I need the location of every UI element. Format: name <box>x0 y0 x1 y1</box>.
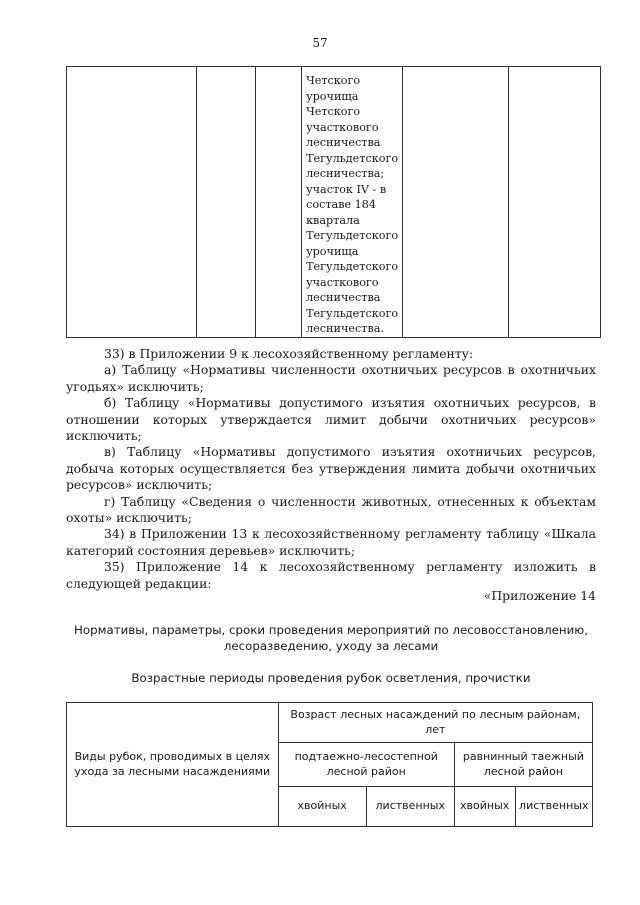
appendix-label: «Приложение 14 <box>483 588 596 603</box>
address-line: Тегульдетского <box>306 151 399 165</box>
address-line: составе 184 <box>306 198 377 211</box>
address-line: квартала <box>306 213 360 227</box>
address-line: Четского <box>306 105 361 118</box>
list-item: 35) Приложение 14 к лесохозяйственному регламенту изложить в следующей редакции: <box>66 559 596 591</box>
list-item: а) Таблицу «Нормативы численности охотничьих ресурсов в охотничьих угодьях» исключить; <box>66 362 596 394</box>
list-item: б) Таблицу «Нормативы допустимого изъятия охотничьих ресурсов, в отношении которых утверждается лимит добычи охотничьих ресурсов» исключить; <box>66 395 596 444</box>
page-number: 57 <box>312 36 328 50</box>
address-line: Тегульдетского <box>306 306 399 320</box>
continued-table <box>66 66 601 338</box>
address-line: Тегульдетского <box>306 229 399 242</box>
region-header: равнинный таежный лесной район <box>454 743 592 787</box>
section-title-line: Нормативы, параметры, сроки проведения мероприятий по лесовосстановлению, <box>74 623 588 637</box>
list-item: в) Таблицу «Нормативы допустимого изъятия охотничьих ресурсов, добыча которых осуществляется без утверждения лимита добычи охотничьих ресурсов» исключить; <box>66 444 596 493</box>
address-line: лесничества; <box>306 167 385 180</box>
amendment-list <box>66 346 596 592</box>
region-header: подтаежно-лесостепной лесной район <box>278 743 454 787</box>
deciduous-header: лиственных <box>515 787 592 827</box>
table-cell <box>67 67 197 338</box>
address-line: урочища <box>306 89 359 103</box>
deciduous-header: лиственных <box>366 787 454 827</box>
list-item: г) Таблицу «Сведения о численности животных, отнесенных к объектам охоты» исключить; <box>66 493 596 526</box>
address-line: участок IV - в <box>306 182 387 196</box>
address-line: урочища <box>306 244 359 258</box>
address-line: лесничества. <box>306 322 384 335</box>
location-cell <box>302 67 403 338</box>
section-title <box>66 622 596 654</box>
felling-types-header: Виды рубок, проводимых в целях ухода за лесными насаждениями <box>67 703 279 827</box>
address-line: Тегульдетского <box>306 260 399 273</box>
address-line: участкового <box>306 120 379 134</box>
address-line: лесничества <box>306 136 381 149</box>
table-cell <box>196 67 256 338</box>
coniferous-header: хвойных <box>278 787 366 827</box>
list-item: 34) в Приложении 13 к лесохозяйственному регламенту таблицу «Шкала категорий состояния деревьев» исключить; <box>66 526 596 558</box>
section-title-line: лесоразведению, уходу за лесами <box>223 639 439 653</box>
list-item: 33) в Приложении 9 к лесохозяйственному регламенту: <box>104 346 474 361</box>
age-periods-table <box>66 702 593 827</box>
table-cell <box>256 67 302 338</box>
address-line: Четского <box>306 74 361 87</box>
table-subtitle: Возрастные периоды проведения рубок осветления, прочистки <box>131 671 531 685</box>
table-cell <box>509 67 601 338</box>
address-line: участкового <box>306 275 379 289</box>
coniferous-header: хвойных <box>454 787 515 827</box>
table-cell <box>402 67 508 338</box>
age-group-header: Возраст лесных насаждений по лесным районам, лет <box>278 703 592 743</box>
address-line: лесничества <box>306 291 381 304</box>
